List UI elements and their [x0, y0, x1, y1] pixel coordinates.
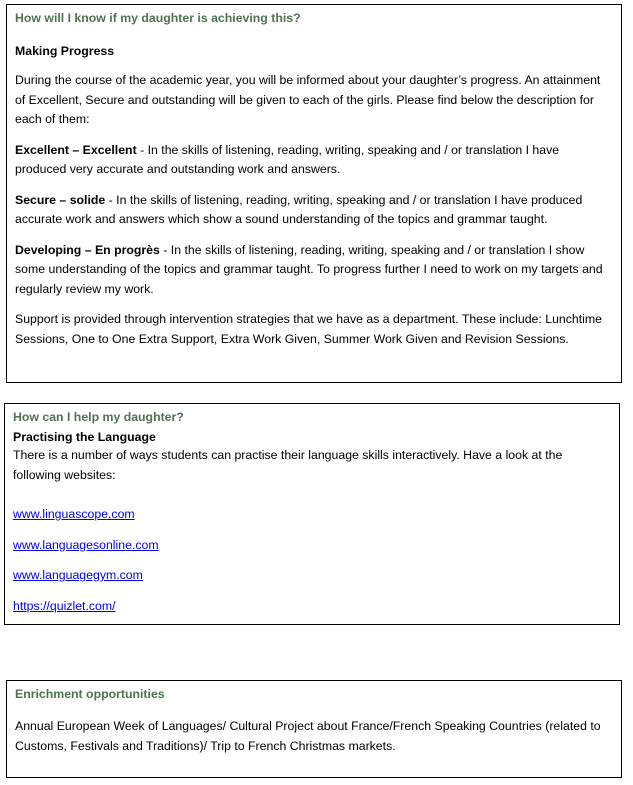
- link-item: [13, 597, 611, 617]
- website-link-languagesonline[interactable]: www.languagesonline.com: [13, 537, 159, 552]
- link-item: [13, 566, 611, 586]
- level-description: - In the skills of listening, reading, writing, speaking and / or translation I show some understanding of the topics and grammar taught. To progress further I need to work on my targets and regularly review my work.: [15, 242, 603, 296]
- help-intro: There is a number of ways students can practise their language skills interactively. Have a look at the following websites:: [13, 448, 563, 482]
- website-link-languagegym[interactable]: www.languagegym.com: [13, 568, 143, 582]
- practising-subheading: Practising the Language: [13, 430, 156, 444]
- website-link-linguascope[interactable]: www.linguascope.com: [13, 507, 135, 521]
- support-text: Support is provided through intervention strategies that we have as a department. These include: Lunchtime Sessions, One to One Extra Support, Extra Work Given, Summer Work Given and Revision Sessions.: [15, 312, 602, 346]
- level-term: Developing – En progrès: [15, 242, 160, 257]
- progress-intro: During the course of the academic year, you will be informed about your daughter’s progress. An attainment of Excellent, Secure and outstanding will be given to each of the girls. Please find below the description for each of them:: [15, 73, 601, 126]
- level-term: Secure – solide: [15, 192, 106, 207]
- level-description: - In the skills of listening, reading, writing, speaking and / or translation I have produced accurate work and answers which show a sound understanding of the topics and grammar taught.: [15, 192, 583, 226]
- enrichment-section: [6, 680, 622, 778]
- help-section: [4, 403, 620, 625]
- website-link-quizlet[interactable]: https://quizlet.com/: [13, 598, 116, 613]
- link-item: [13, 536, 611, 556]
- level-developing: [15, 241, 613, 300]
- progress-section: [6, 4, 622, 383]
- link-item: [13, 505, 611, 525]
- help-heading: How can I help my daughter?: [13, 410, 184, 424]
- enrichment-heading: Enrichment opportunities: [15, 687, 165, 701]
- level-secure: [15, 191, 613, 230]
- level-description: - In the skills of listening, reading, writing, speaking and / or translation I have produced very accurate and outstanding work and answers.: [15, 142, 560, 176]
- making-progress-subheading: Making Progress: [15, 44, 115, 58]
- enrichment-text: Annual European Week of Languages/ Cultural Project about France/French Speaking Countries (related to Customs, Festivals and Traditions)/ Trip to French Christmas markets.: [15, 719, 601, 753]
- level-excellent: [15, 141, 613, 180]
- progress-heading: How will I know if my daughter is achieving this?: [15, 11, 301, 25]
- level-term: Excellent – Excellent: [15, 142, 137, 157]
